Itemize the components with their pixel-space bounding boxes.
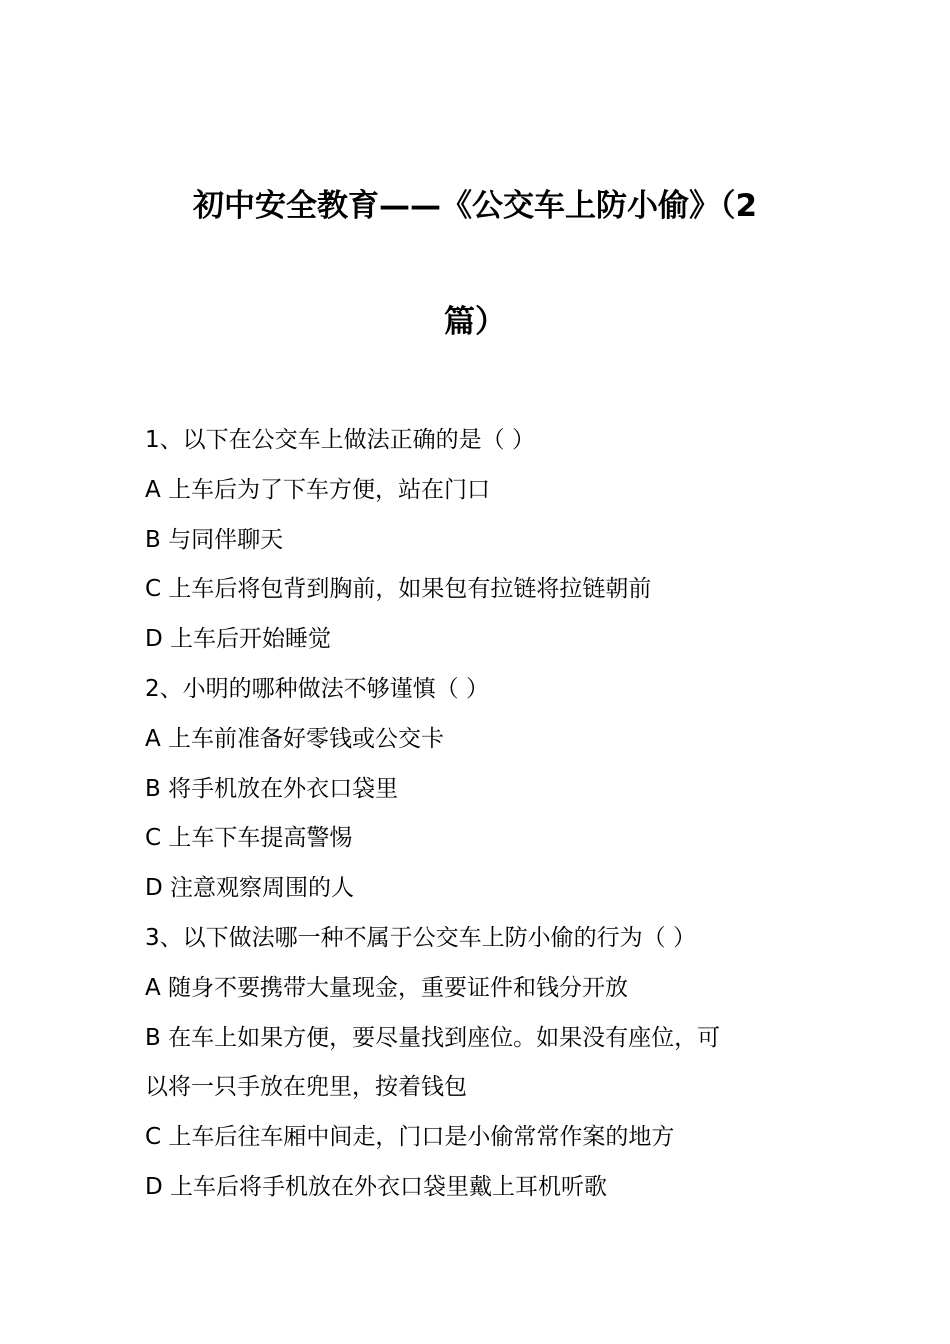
document-title	[140, 148, 810, 380]
question-2: 2、小明的哪种做法不够谨慎（ ）	[145, 675, 489, 702]
title-line-1: 初中安全教育——《公交车上防小偷》（2	[192, 188, 758, 224]
option-2d: D 注意观察周围的人	[145, 875, 355, 902]
option-2b: B 将手机放在外衣口袋里	[145, 775, 399, 802]
option-3c: C 上车后往车厢中间走，门口是小偷常常作案的地方	[145, 1124, 675, 1151]
question-3: 3、以下做法哪一种不属于公交车上防小偷的行为（ ）	[145, 924, 696, 951]
question-1: 1、以下在公交车上做法正确的是（ ）	[145, 427, 535, 453]
option-3d: D 上车后将手机放在外衣口袋里戴上耳机听歌	[145, 1173, 608, 1200]
option-1c: C 上车后将包背到胸前，如果包有拉链将拉链朝前	[145, 576, 652, 603]
question-list	[145, 416, 815, 1213]
option-1d: D 上车后开始睡觉	[145, 626, 332, 653]
option-1a: A 上车后为了下车方便，站在门口	[145, 476, 491, 503]
option-2a: A 上车前准备好零钱或公交卡	[145, 725, 445, 752]
title-line-2: 篇）	[444, 304, 506, 340]
option-3b-continued: 以将一只手放在兜里，按着钱包	[145, 1074, 467, 1101]
option-1b: B 与同伴聊天	[145, 526, 284, 553]
option-2c: C 上车下车提高警惕	[145, 825, 353, 852]
option-3a: A 随身不要携带大量现金，重要证件和钱分开放	[145, 974, 629, 1001]
option-3b: B 在车上如果方便，要尽量找到座位。如果没有座位，可	[145, 1024, 721, 1051]
